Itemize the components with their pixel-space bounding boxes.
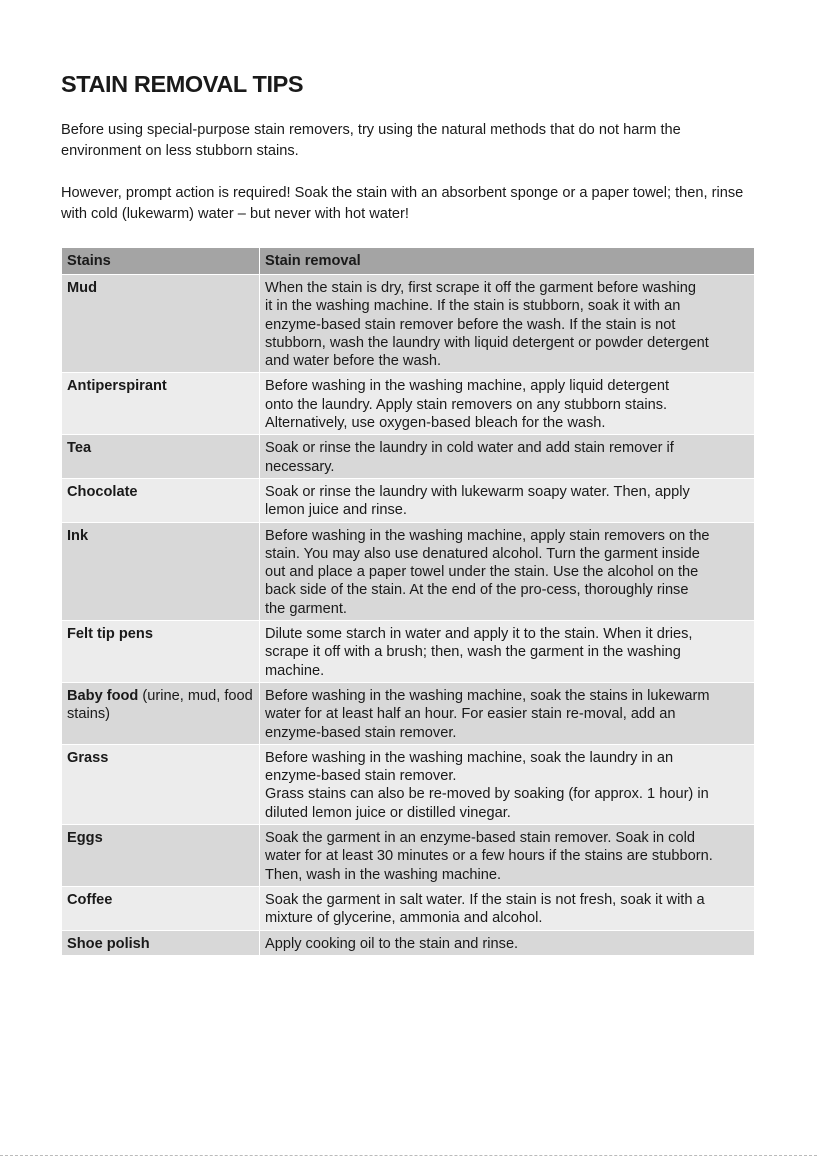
stain-name: Tea <box>67 440 92 457</box>
stain-removal-table <box>61 247 755 956</box>
intro-paragraph-prompt-action: However, prompt action is required! Soak the stain with an absorbent sponge or a paper towel; then, rinse with cold (lukewarm) water – but never with hot water! <box>61 185 744 222</box>
stain-name: Chocolate <box>67 483 138 500</box>
stain-cell <box>62 522 260 620</box>
stain-name: Shoe polish <box>67 935 150 952</box>
table-header <box>62 248 755 275</box>
stain-removal-cell: Dilute some starch in water and apply it to the stain. When it dries, scrape it off with a brush; then, wash the garment in the washing machine. <box>260 621 755 683</box>
table-row <box>62 478 755 522</box>
stain-removal-cell: Before washing in the washing machine, soak the stains in lukewarm water for at least half an hour. For easier stain re-moval, add an enzyme-based stain remover. <box>260 682 755 744</box>
stain-removal-cell: Apply cooking oil to the stain and rinse. <box>260 930 755 955</box>
stain-removal-cell: Before washing in the washing machine, soak the laundry in an enzyme-based stain remover. Grass stains can also be re-moved by soaking (for approx. 1 hour) in diluted lemon juice or distilled vinegar. <box>260 744 755 824</box>
stain-name: Eggs <box>67 830 103 847</box>
table-row <box>62 275 755 373</box>
stain-removal-cell: Soak the garment in salt water. If the stain is not fresh, soak it with a mixture of glycerine, ammonia and alcohol. <box>260 886 755 930</box>
stain-removal-cell: Soak or rinse the laundry in cold water and add stain remover if necessary. <box>260 435 755 479</box>
header-stains: Stains <box>62 248 260 275</box>
intro-paragraph-natural-methods: Before using special-purpose stain removers, try using the natural methods that do not harm the environment on less stubborn stains. <box>61 122 681 159</box>
stain-cell <box>62 744 260 824</box>
stain-name: Mud <box>67 280 97 296</box>
stain-name: Grass <box>67 749 109 766</box>
table-row <box>62 621 755 683</box>
header-stain-removal: Stain removal <box>260 248 755 275</box>
stain-name: Coffee <box>67 891 113 908</box>
stain-removal-cell: Soak or rinse the laundry with lukewarm soapy water. Then, apply lemon juice and rinse. <box>260 478 755 522</box>
table-row <box>62 930 755 955</box>
stain-cell <box>62 930 260 955</box>
table-row <box>62 522 755 620</box>
table-row <box>62 886 755 930</box>
stain-cell <box>62 478 260 522</box>
stain-cell <box>62 621 260 683</box>
stain-removal-cell: Soak the garment in an enzyme-based stain remover. Soak in cold water for at least 30 minutes or a few hours if the stains are stubborn. Then, wash in the washing machine. <box>260 825 755 887</box>
page-bottom-divider <box>0 1155 817 1156</box>
stain-name: Felt tip pens <box>67 626 153 643</box>
stain-name: Baby food <box>67 687 139 704</box>
stain-cell <box>62 886 260 930</box>
stain-note: (urine, mud, food stains) <box>67 687 253 723</box>
table-header-row <box>62 248 755 275</box>
stain-cell <box>62 825 260 887</box>
stain-removal-cell: Before washing in the washing machine, apply liquid detergent onto the laundry. Apply stain removers on any stubborn stains. Alternatively, use oxygen-based bleach for the wash. <box>260 373 755 435</box>
stain-cell <box>62 275 260 373</box>
stain-name: Ink <box>67 527 89 544</box>
stain-removal-cell: When the stain is dry, first scrape it off the garment before washing it in the washing machine. If the stain is stubborn, soak it with an enzyme-based stain remover before the wash. If the stain is not stubborn, wash the laundry with liquid detergent or powder detergent and water before the wash. <box>260 275 755 373</box>
stain-cell <box>62 373 260 435</box>
page-title: STAIN REMOVAL TIPS <box>61 71 304 97</box>
stain-removal-cell: Before washing in the washing machine, apply stain removers on the stain. You may also use denatured alcohol. Turn the garment inside out and place a paper towel under the stain. Use the alcohol on the back side of the stain. At the end of the pro-cess, thoroughly rinse the garment. <box>260 522 755 620</box>
table-row <box>62 682 755 744</box>
stain-cell <box>62 682 260 744</box>
table-body <box>62 275 755 956</box>
table-row <box>62 435 755 479</box>
table-row <box>62 825 755 887</box>
table-row <box>62 744 755 824</box>
table-row <box>62 373 755 435</box>
stain-cell <box>62 435 260 479</box>
stain-name: Antiperspirant <box>67 378 167 395</box>
